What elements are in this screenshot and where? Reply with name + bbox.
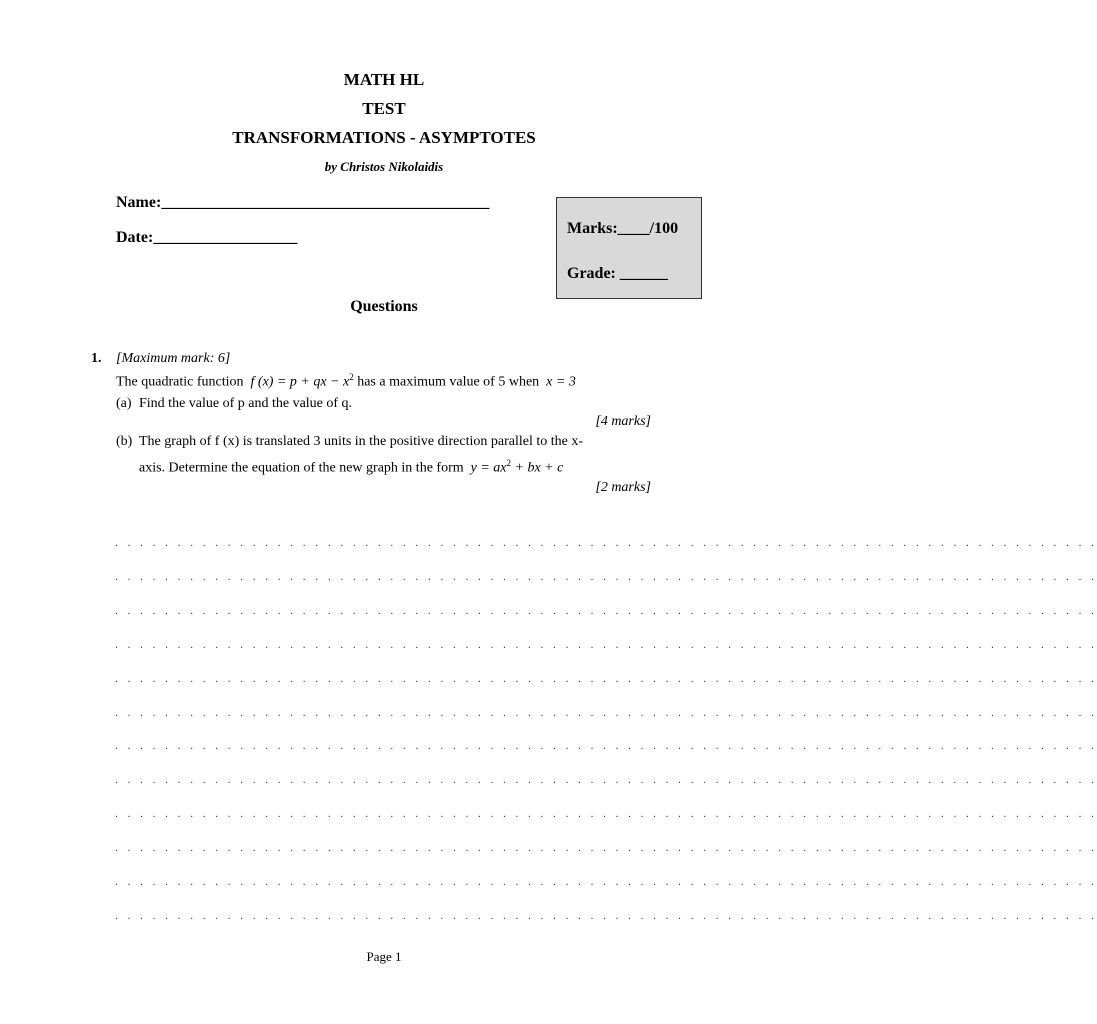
part-b-equation: y = ax: [470, 460, 507, 476]
answer-line[interactable]: . . . . . . . . . . . . . . . . . . . . . . . . . . . . . . . . . . . . . . . . . . . . . . . . . . . . . . . . . . . . . . . . . . . . . . . . . . . . . . .: [115, 707, 1097, 719]
author-byline: by Christos Nikolaidis: [324, 159, 444, 174]
part-a-label: (a): [116, 396, 132, 411]
question-number: 1.: [91, 351, 102, 366]
test-type-title: TEST: [362, 99, 406, 118]
part-b-line1: The graph of f (x) is translated 3 units in the positive direction parallel to the x-: [139, 434, 583, 449]
part-b-equation-exponent: 2: [506, 458, 511, 468]
stem-condition: x = 3: [546, 374, 576, 390]
answer-line[interactable]: . . . . . . . . . . . . . . . . . . . . . . . . . . . . . . . . . . . . . . . . . . . . . . . . . . . . . . . . . . . . . . . . . . . . . . . . . . . . . . .: [115, 910, 1097, 922]
answer-line[interactable]: . . . . . . . . . . . . . . . . . . . . . . . . . . . . . . . . . . . . . . . . . . . . . . . . . . . . . . . . . . . . . . . . . . . . . . . . . . . . . . .: [115, 808, 1097, 820]
part-b-equation-rest: + bx + c: [514, 460, 564, 476]
test-topic-title: TRANSFORMATIONS - ASYMPTOTES: [232, 128, 536, 147]
part-b-line2-text: axis. Determine the equation of the new graph in the form: [139, 460, 464, 476]
date-field[interactable]: Date:__________________: [116, 229, 298, 246]
answer-line[interactable]: . . . . . . . . . . . . . . . . . . . . . . . . . . . . . . . . . . . . . . . . . . . . . . . . . . . . . . . . . . . . . . . . . . . . . . . . . . . . . . .: [115, 774, 1097, 786]
marks-field[interactable]: Marks:____/100: [567, 220, 679, 237]
part-b-label: (b): [116, 434, 133, 449]
answer-line[interactable]: . . . . . . . . . . . . . . . . . . . . . . . . . . . . . . . . . . . . . . . . . . . . . . . . . . . . . . . . . . . . . . . . . . . . . . . . . . . . . . .: [115, 537, 1097, 549]
answer-line[interactable]: . . . . . . . . . . . . . . . . . . . . . . . . . . . . . . . . . . . . . . . . . . . . . . . . . . . . . . . . . . . . . . . . . . . . . . . . . . . . . . .: [115, 842, 1097, 854]
answer-line[interactable]: . . . . . . . . . . . . . . . . . . . . . . . . . . . . . . . . . . . . . . . . . . . . . . . . . . . . . . . . . . . . . . . . . . . . . . . . . . . . . . .: [115, 605, 1097, 617]
answer-line[interactable]: . . . . . . . . . . . . . . . . . . . . . . . . . . . . . . . . . . . . . . . . . . . . . . . . . . . . . . . . . . . . . . . . . . . . . . . . . . . . . . .: [115, 876, 1097, 888]
stem-text: The quadratic function: [116, 374, 244, 390]
question-max-mark: [Maximum mark: 6]: [116, 351, 231, 366]
section-title: Questions: [350, 298, 418, 315]
part-a-text: Find the value of p and the value of q.: [139, 396, 353, 411]
answer-line[interactable]: . . . . . . . . . . . . . . . . . . . . . . . . . . . . . . . . . . . . . . . . . . . . . . . . . . . . . . . . . . . . . . . . . . . . . . . . . . . . . . .: [115, 639, 1097, 651]
part-a-marks: [4 marks]: [595, 414, 651, 429]
name-field[interactable]: Name:_________________________________________: [116, 194, 490, 211]
stem-exponent: 2: [349, 372, 354, 382]
stem-text-post: has a maximum value of 5 when: [357, 374, 540, 390]
stem-function: f (x) = p + qx − x: [250, 374, 350, 390]
grade-field[interactable]: Grade: ______: [567, 265, 668, 282]
part-b-line2: [139, 458, 563, 477]
question-stem: [116, 372, 576, 391]
answer-line[interactable]: . . . . . . . . . . . . . . . . . . . . . . . . . . . . . . . . . . . . . . . . . . . . . . . . . . . . . . . . . . . . . . . . . . . . . . . . . . . . . . .: [115, 673, 1097, 685]
answer-line[interactable]: . . . . . . . . . . . . . . . . . . . . . . . . . . . . . . . . . . . . . . . . . . . . . . . . . . . . . . . . . . . . . . . . . . . . . . . . . . . . . . .: [115, 740, 1097, 752]
score-box: [556, 197, 702, 299]
answer-line[interactable]: . . . . . . . . . . . . . . . . . . . . . . . . . . . . . . . . . . . . . . . . . . . . . . . . . . . . . . . . . . . . . . . . . . . . . . . . . . . . . . .: [115, 571, 1097, 583]
page-number: Page 1: [366, 949, 402, 964]
test-subject-title: MATH HL: [343, 70, 425, 89]
part-b-marks: [2 marks]: [595, 480, 651, 495]
